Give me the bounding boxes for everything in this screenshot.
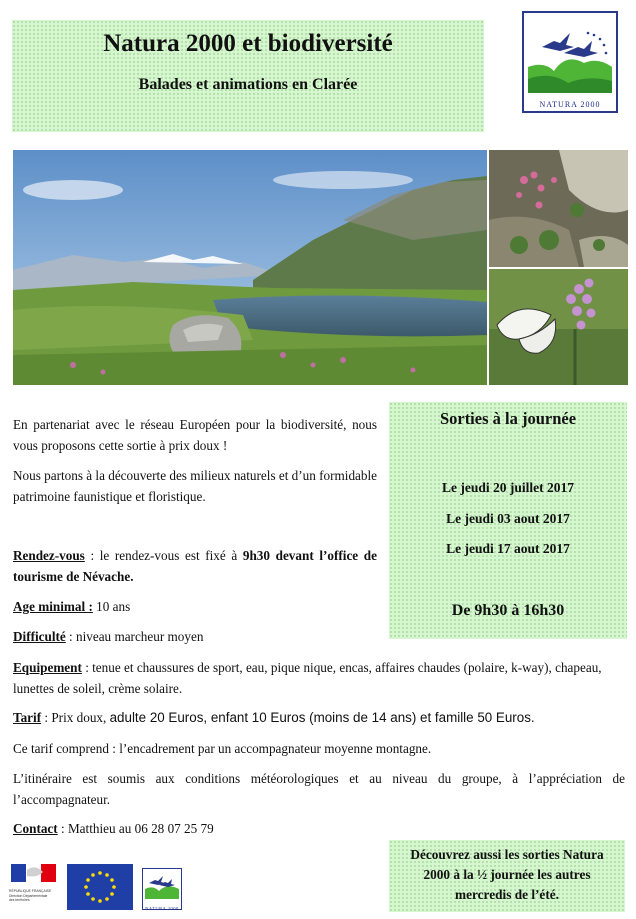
tarif-paragraph	[13, 707, 625, 728]
promo-text: Découvrez aussi les sorties Natura 2000 à la ½ journée les autres mercredis de l’été.	[410, 847, 604, 902]
butterfly-orchid-photo	[489, 269, 628, 385]
tarif-label: Tarif	[13, 710, 42, 725]
rf-line-3: des territoires	[9, 898, 30, 903]
rendezvous-label: Rendez-vous	[13, 548, 85, 563]
n2k-small-caption: NATURA 2000	[145, 906, 179, 911]
conditions-paragraph: L’itinéraire est soumis aux conditions météorologiques et au niveau du groupe, à l’appréciation de l’accompagnateur.	[13, 771, 625, 807]
contact-label: Contact	[13, 821, 58, 836]
rf-line-1: RÉPUBLIQUE FRANÇAISE	[9, 889, 52, 893]
sorties-hours: De 9h30 à 16h30	[451, 602, 565, 619]
equipment-label: Equipement	[13, 660, 82, 675]
difficulty-value: : niveau marcheur moyen	[65, 629, 204, 644]
eu-flag-logo	[67, 864, 133, 910]
rendezvous-place: 9h30 devant l’office de tourisme de Névache.	[13, 548, 377, 584]
intro-paragraph-1: En partenariat avec le réseau Européen pour la biodiversité, nous vous proposons cette sortie à prix doux !	[13, 417, 377, 453]
natura-2000-small-logo	[142, 868, 182, 910]
republique-francaise-logo	[9, 862, 59, 908]
sorties-title: Sorties à la journée	[439, 409, 577, 428]
equipment-value: : tenue et chaussures de sport, eau, pique nique, encas, affaires chaudes (polaire, k-way), chapeau, lunettes de soleil, crème solaire.	[13, 660, 602, 696]
equipment-paragraph	[13, 657, 625, 699]
sortie-date-2: Le jeudi 03 aout 2017	[446, 511, 570, 526]
contact-value: : Matthieu au 06 28 07 25 79	[57, 821, 214, 836]
rendezvous-paragraph	[13, 545, 377, 587]
tarif-includes: Ce tarif comprend : l’encadrement par un accompagnateur moyenne montagne.	[13, 741, 432, 756]
age-paragraph	[13, 596, 130, 617]
contact-paragraph	[13, 818, 214, 839]
natura-2000-logo	[522, 11, 618, 113]
title-banner	[12, 20, 484, 132]
logo-caption: NATURA 2000	[539, 100, 601, 109]
sorties-box	[389, 402, 627, 639]
flower-photo	[489, 150, 628, 267]
rf-caption	[9, 889, 59, 903]
tarif-value: adulte 20 Euros, enfant 10 Euros (moins de 14 ans) et famille 50 Euros.	[109, 710, 535, 725]
age-value: 10 ans	[92, 599, 131, 614]
page-title: Natura 2000 et biodiversité	[103, 30, 393, 57]
page-subtitle: Balades et animations en Clarée	[138, 76, 358, 93]
rf-line-2: Direction Départementale	[9, 893, 48, 898]
promo-box	[389, 840, 625, 912]
sortie-date-3: Le jeudi 17 aout 2017	[446, 541, 570, 556]
age-label: Age minimal :	[13, 599, 93, 614]
natura-logo-graphic	[524, 13, 616, 111]
sortie-date-1: Le jeudi 20 juillet 2017	[442, 480, 574, 495]
tarif-prefix: : Prix doux,	[41, 710, 110, 725]
difficulty-label: Difficulté	[13, 629, 66, 644]
intro-paragraph-2: Nous partons à la découverte des milieux naturels et d’un formidable patrimoine faunistique et floristique.	[13, 468, 378, 504]
rendezvous-text: : le rendez-vous est fixé à	[84, 548, 243, 563]
lake-landscape-photo	[13, 150, 487, 385]
difficulty-paragraph	[13, 626, 203, 647]
